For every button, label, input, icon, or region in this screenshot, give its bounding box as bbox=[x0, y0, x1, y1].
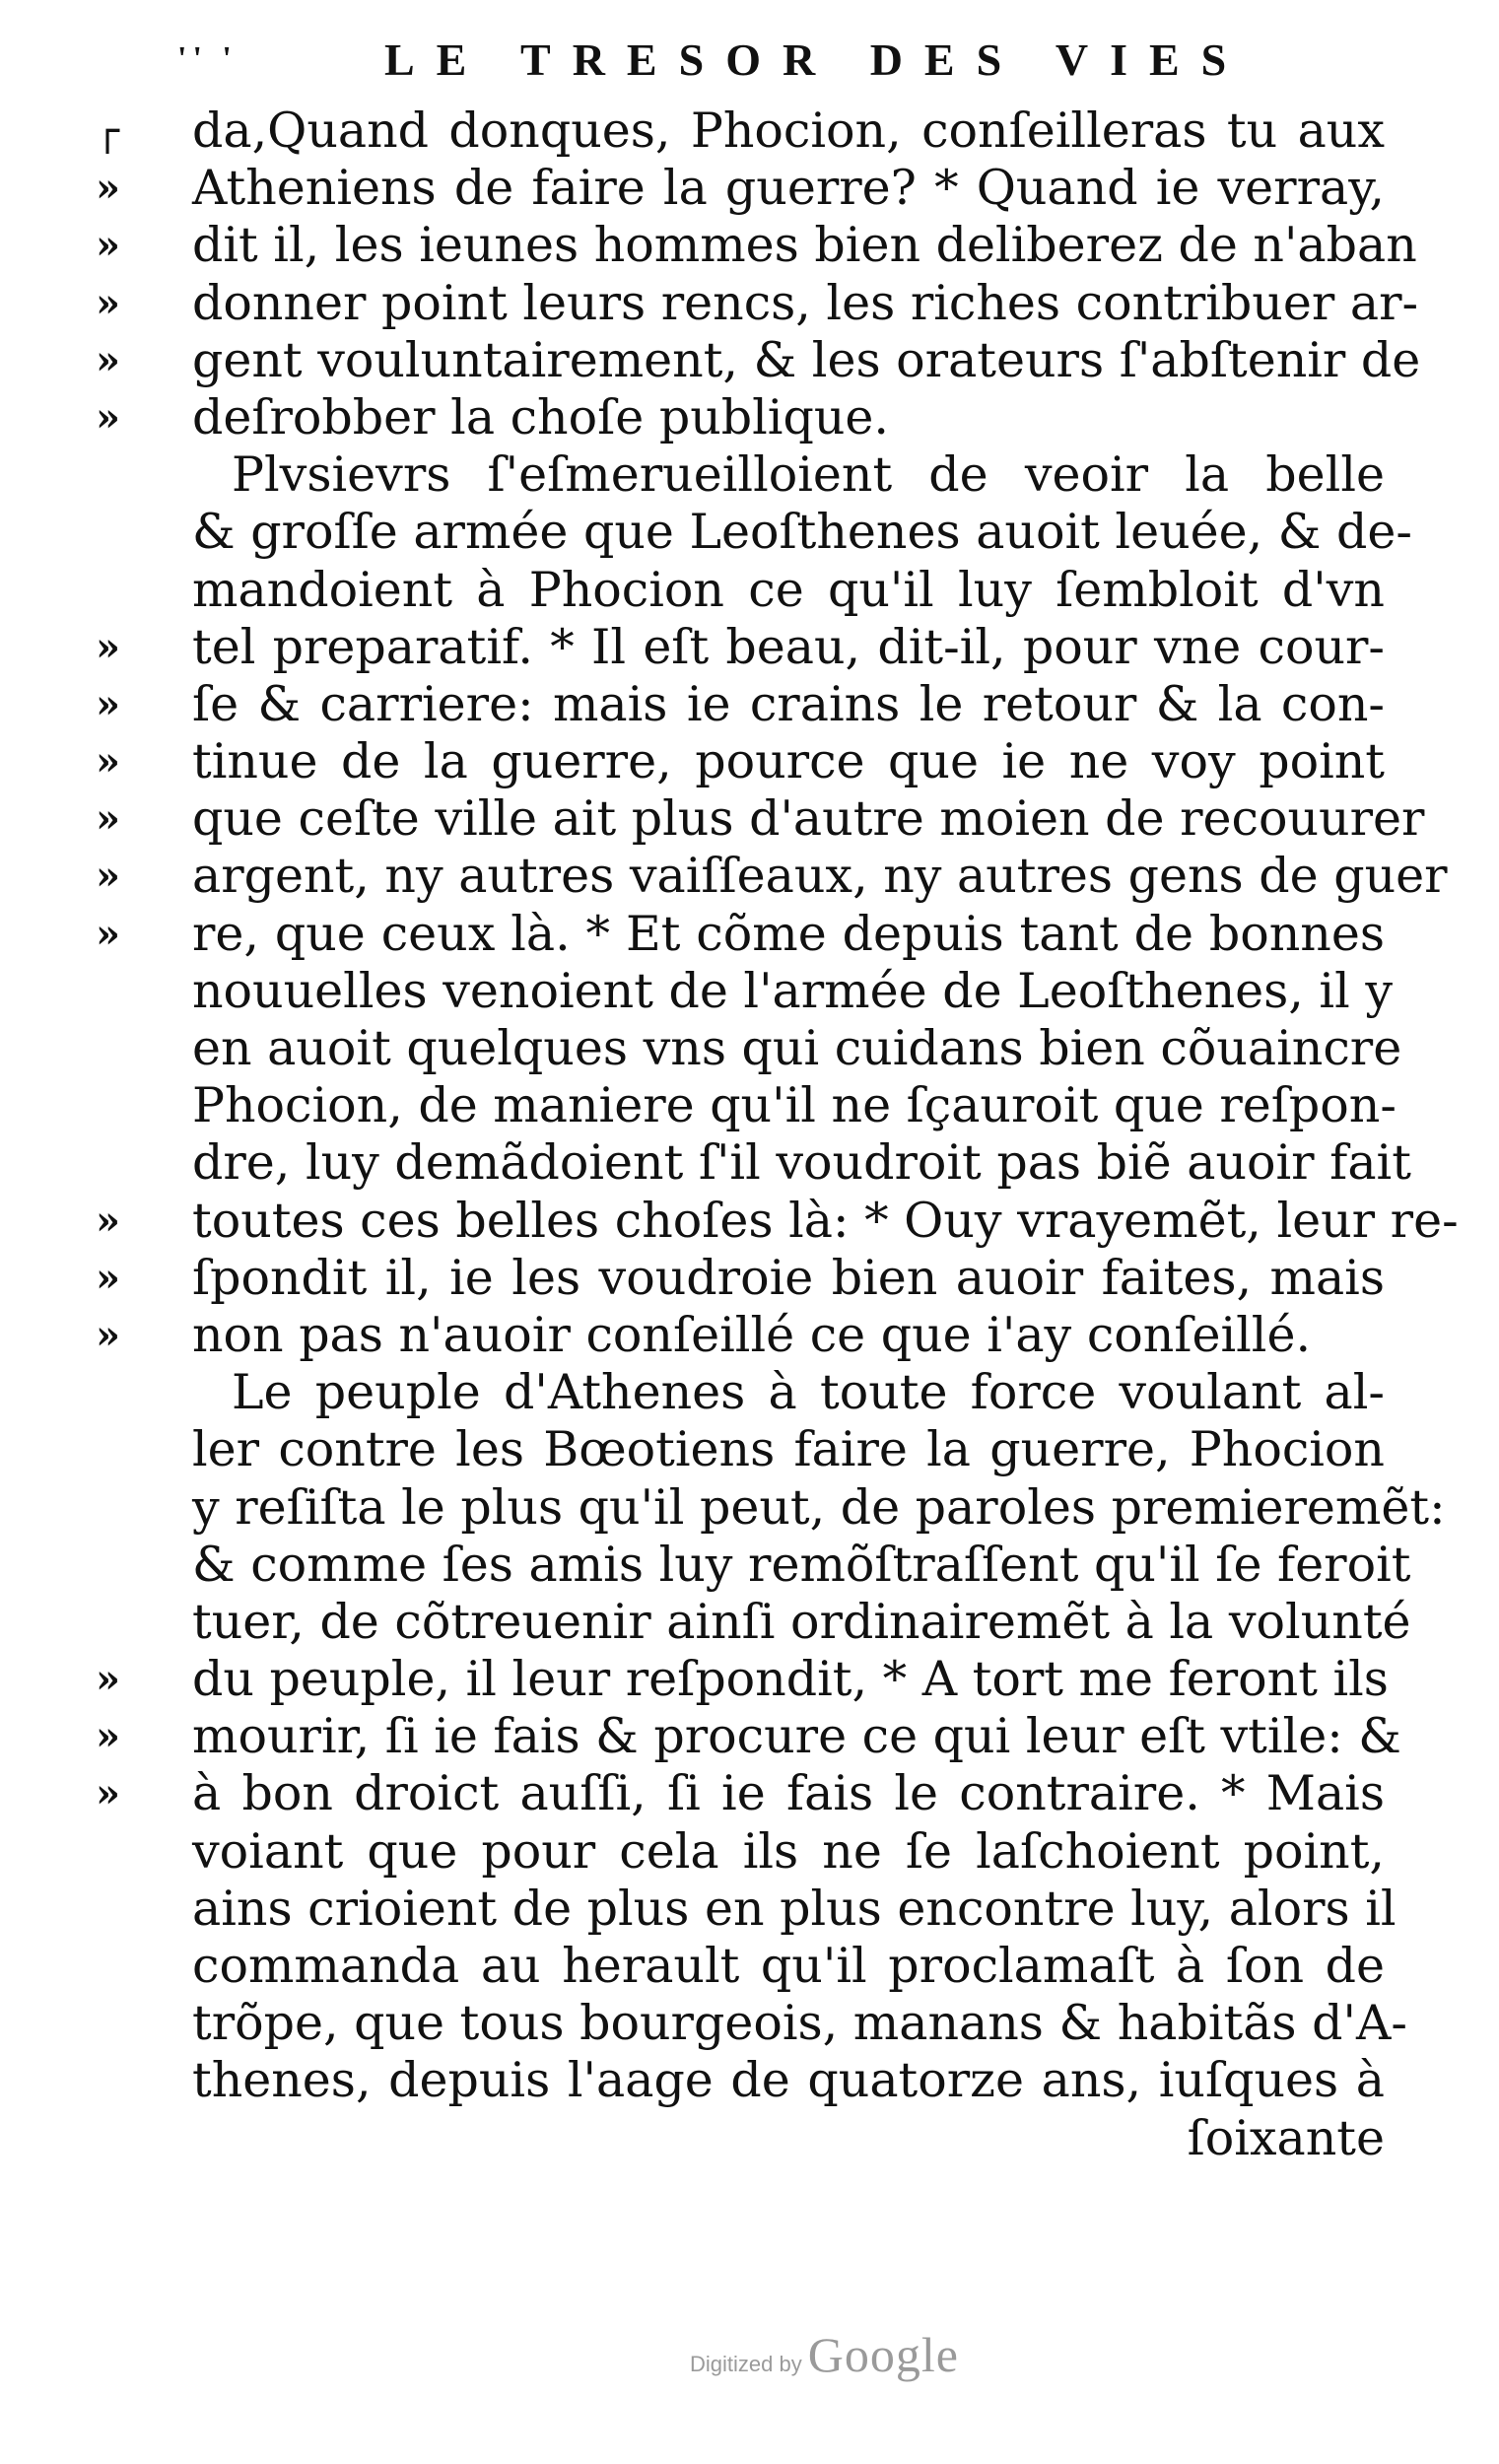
running-head-mark: '' ' bbox=[177, 40, 238, 77]
catchword: ſoixante bbox=[1187, 2109, 1385, 2166]
text-line: » ſpondit il, ie les voudroie bien auoir faites, mais bbox=[96, 1249, 1385, 1306]
text-line: » donner point leurs rencs, les riches contribuer ar- bbox=[96, 274, 1419, 331]
text-line: & comme ſes amis luy remõſtraſſent qu'il ſe feroit bbox=[192, 1536, 1411, 1593]
running-head-title: LE TRESOR DES VIES bbox=[384, 34, 1249, 85]
text-line: mandoient à Phocion ce qu'il luy ſembloit d'vn bbox=[192, 561, 1385, 618]
body-text bbox=[96, 103, 1459, 2167]
margin-quote-mark: » bbox=[96, 1311, 122, 1358]
text-line: voiant que pour cela ils ne ſe laſchoient point, bbox=[192, 1822, 1385, 1880]
text-line: » non pas n'auoir conſeillé ce que i'ay conſeillé. bbox=[96, 1306, 1312, 1363]
text-line: y reſiſta le plus qu'il peut, de paroles premieremẽt: bbox=[192, 1478, 1446, 1536]
text-line: ains crioient de plus en plus encontre luy, alors il bbox=[192, 1880, 1397, 1937]
margin-quote-mark: » bbox=[96, 623, 122, 670]
text-line: » que ceſte ville ait plus d'autre moien de recouurer bbox=[96, 790, 1425, 848]
catchword-line bbox=[192, 2110, 1385, 2167]
text-line: Phocion, de maniere qu'il ne ſçauroit que reſpon- bbox=[192, 1077, 1397, 1134]
text-line: » tinue de la guerre, pource que ie ne voy point bbox=[96, 733, 1385, 790]
margin-quote-mark: » bbox=[96, 1713, 122, 1760]
text-line: » gent vouluntairement, & les orateurs ſ'abſtenir de bbox=[96, 331, 1421, 388]
text-line: » dit il, les ieunes hommes bien deliberez de n'aban bbox=[96, 217, 1417, 274]
text-line: ler contre les Bœotiens faire la guerre, Phocion bbox=[192, 1421, 1385, 1478]
margin-quote-mark: » bbox=[96, 279, 122, 326]
paragraph-start-line: Le peuple d'Athenes à toute force voulant al- bbox=[232, 1364, 1385, 1421]
text-line: » re, que ceux là. * Et cõme depuis tant de bonnes bbox=[96, 905, 1385, 962]
text-line: » à bon droict auſſi, ſi ie fais le contraire. * Mais bbox=[96, 1765, 1385, 1822]
running-head bbox=[177, 30, 1380, 89]
text-line: » toutes ces belles choſes là: * Ouy vrayemẽt, leur re- bbox=[96, 1192, 1459, 1249]
margin-quote-mark: ┌ bbox=[96, 107, 122, 154]
margin-quote-mark: » bbox=[96, 1197, 122, 1244]
text-line: » mourir, ſi ie fais & procure ce qui leur eſt vtile: & bbox=[96, 1708, 1401, 1765]
margin-quote-mark: » bbox=[96, 1656, 122, 1703]
text-line: » Atheniens de faire la guerre? * Quand ie verray, bbox=[96, 160, 1385, 217]
text-line: » argent, ny autres vaiſſeaux, ny autres gens de guer bbox=[96, 848, 1448, 905]
margin-quote-mark: » bbox=[96, 393, 122, 441]
text-line: & groſſe armée que Leoſthenes auoit leuée, & de- bbox=[192, 504, 1412, 561]
margin-quote-mark: » bbox=[96, 222, 122, 269]
text-line: thenes, depuis l'aage de quatorze ans, iuſques à bbox=[192, 2052, 1385, 2109]
margin-quote-mark: » bbox=[96, 1254, 122, 1301]
margin-quote-mark: » bbox=[96, 853, 122, 900]
text-line: » du peuple, il leur reſpondit, * A tort me feront ils bbox=[96, 1651, 1389, 1708]
text-line: ┌ da,Quand donques, Phocion, conſeilleras tu aux bbox=[96, 103, 1385, 159]
margin-quote-mark: » bbox=[96, 336, 122, 383]
margin-quote-mark: » bbox=[96, 680, 122, 727]
margin-quote-mark: » bbox=[96, 738, 122, 786]
paragraph-start-line: Plvsievrs ſ'eſmerueilloient de veoir la belle bbox=[232, 446, 1385, 504]
text-line: trõpe, que tous bourgeois, manans & habitãs d'A- bbox=[192, 1995, 1407, 2052]
text-line: en auoit quelques vns qui cuidans bien cõuaincre bbox=[192, 1020, 1402, 1076]
margin-quote-mark: » bbox=[96, 165, 122, 212]
text-line: » tel preparatif. * Il eſt beau, dit-il, pour vne cour- bbox=[96, 618, 1385, 675]
margin-quote-mark: » bbox=[96, 910, 122, 957]
margin-quote-mark: » bbox=[96, 1770, 122, 1817]
text-line: tuer, de cõtreuenir ainſi ordinairemẽt à la volunté bbox=[192, 1593, 1411, 1650]
text-line: commanda au herault qu'il proclamaſt à ſon de bbox=[192, 1938, 1385, 1994]
watermark-prefix: Digitized by bbox=[690, 2352, 802, 2376]
text-line: » deſrobber la choſe publique. bbox=[96, 388, 889, 445]
margin-quote-mark: » bbox=[96, 795, 122, 843]
digitized-by-watermark bbox=[690, 2326, 1104, 2405]
text-line: nouuelles venoient de l'armée de Leoſthenes, il y bbox=[192, 962, 1394, 1019]
text-line: dre, luy demãdoient ſ'il voudroit pas biẽ auoir fait bbox=[192, 1134, 1411, 1192]
text-line: » ſe & carriere: mais ie crains le retour & la con- bbox=[96, 675, 1385, 732]
watermark-brand: Google bbox=[807, 2327, 959, 2382]
